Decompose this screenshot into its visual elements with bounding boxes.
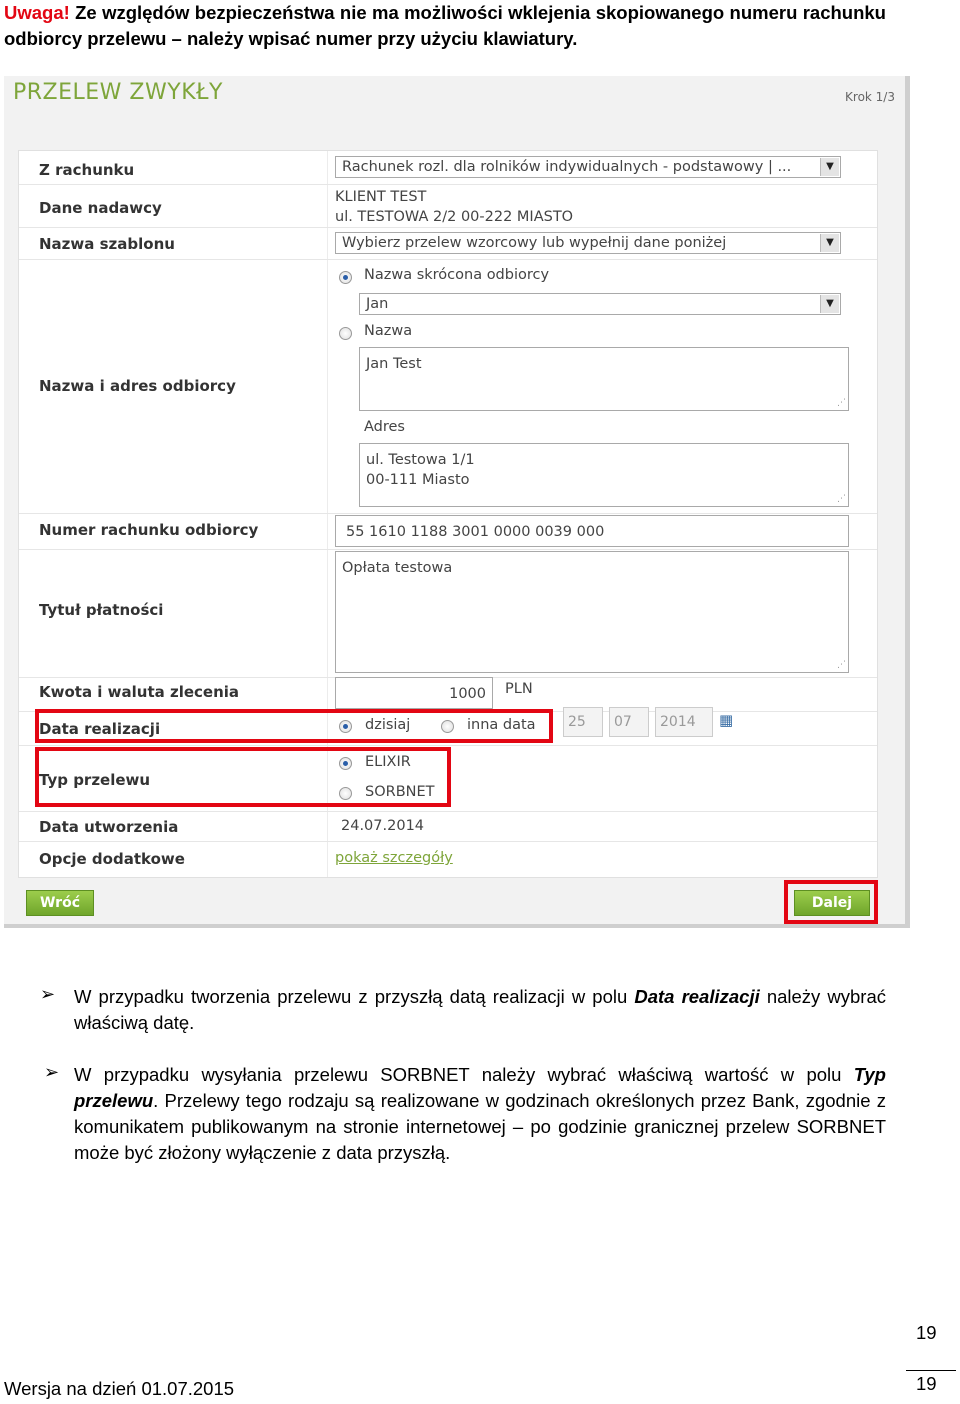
chevron-down-icon: ▼ [820, 295, 839, 313]
highlight-transfer-type [35, 747, 451, 807]
account-select-value: Rachunek rozl. dla rolników indywidualnych - podstawowy | ... [342, 159, 792, 175]
security-warning [4, 0, 886, 52]
date-year-value: 2014 [660, 714, 696, 730]
sender-line-1: KLIENT TEST [335, 189, 427, 205]
label-recipient: Nazwa i adres odbiorcy [39, 377, 236, 395]
bullet-arrow-icon: ➢ [44, 1062, 60, 1082]
sender-line-2: ul. TESTOWA 2/2 00-222 MIASTO [335, 209, 574, 225]
radio-today-label: dzisiaj [365, 717, 411, 733]
date-month-input[interactable] [609, 707, 649, 737]
warning-text: Ze względów bezpieczeństwa nie ma możliwości wklejenia skopiowanego numeru rachunku odbiorcy przelewu – należy wpisać numer przy użyciu klawiatury. [4, 2, 886, 49]
calendar-icon[interactable]: ▦ [719, 711, 734, 729]
bullet-1-text-end: należy wybrać właściwą datę. [74, 986, 886, 1033]
date-day-input[interactable] [563, 707, 603, 737]
form-title: PRZELEW ZWYKŁY [13, 80, 223, 105]
account-number-input[interactable] [335, 515, 849, 547]
step-indicator: Krok 1/3 [845, 90, 895, 104]
chevron-down-icon: ▼ [820, 234, 839, 252]
address-label: Adres [364, 419, 405, 435]
radio-name[interactable] [339, 327, 352, 340]
radio-name-label: Nazwa [364, 323, 413, 339]
label-created-date: Data utworzenia [39, 818, 179, 836]
title-textarea[interactable] [335, 551, 849, 673]
amount-input[interactable] [335, 677, 493, 709]
label-execution-date: Data realizacji [39, 720, 161, 738]
bullet-2-text: W przypadku wysyłania przelewu SORBNET należy wybrać właściwą wartość w polu [74, 1064, 854, 1085]
address-line-1: ul. Testowa 1/1 [366, 452, 475, 468]
label-sender: Dane nadawcy [39, 199, 162, 217]
short-name-select[interactable] [359, 293, 841, 315]
label-template: Nazwa szablonu [39, 235, 175, 253]
bullet-1-field-name: Data realizacji [634, 986, 760, 1007]
radio-short-name-label: Nazwa skrócona odbiorcy [364, 267, 550, 283]
radio-sorbnet-label: SORBNET [365, 784, 435, 800]
bullet-1-text: W przypadku tworzenia przelewu z przyszłą datą realizacji w polu [74, 986, 635, 1007]
page-number-bottom: 19 [916, 1373, 937, 1394]
footer-rule [906, 1370, 956, 1371]
radio-short-name[interactable] [339, 271, 352, 284]
label-transfer-type: Typ przelewu [39, 771, 151, 789]
address-line-2: 00-111 Miasto [366, 472, 470, 488]
transfer-form-screenshot [4, 76, 910, 928]
version-date: Wersja na dzień 01.07.2015 [4, 1378, 235, 1399]
label-title: Tytuł płatności [39, 601, 164, 619]
currency: PLN [505, 681, 533, 697]
created-date-value: 24.07.2014 [341, 818, 425, 834]
address-textarea[interactable] [359, 443, 849, 507]
date-year-input[interactable] [655, 707, 713, 737]
warning-label: Uwaga! [4, 2, 70, 23]
bullet-2-text-end: . Przelewy tego rodzaju są realizowane w godzinach określonych przez Bank, zgodnie z komunikatem publikowanym na stronie internetowej – po godzinie granicznej przelew SORBNET może być złożony wyłączenie z data przyszłą. [74, 1090, 886, 1163]
radio-elixir-label: ELIXIR [365, 754, 411, 770]
label-from-account: Z rachunku [39, 161, 135, 179]
template-select-value: Wybierz przelew wzorcowy lub wypełnij dane poniżej [342, 235, 727, 251]
bullet-2-field-name: Typ przelewu [74, 1064, 886, 1111]
resize-grip-icon: ⋰ [837, 398, 846, 408]
page-number-top: 19 [916, 1322, 937, 1343]
name-textarea[interactable] [359, 347, 849, 411]
account-number-value: 55 1610 1188 3001 0000 0039 000 [346, 524, 605, 540]
short-name-select-value: Jan [366, 296, 389, 312]
account-select[interactable] [335, 156, 841, 178]
bullet-paragraph-1 [74, 984, 886, 1036]
name-value: Jan Test [366, 356, 422, 372]
radio-other-date-label: inna data [467, 717, 536, 733]
resize-grip-icon: ⋰ [837, 494, 846, 504]
title-value: Opłata testowa [342, 560, 453, 576]
transfer-form [18, 150, 878, 878]
label-account-number: Numer rachunku odbiorcy [39, 521, 259, 539]
bullet-arrow-icon: ➢ [40, 984, 56, 1004]
highlight-execution-date [35, 709, 553, 743]
resize-grip-icon: ⋰ [837, 660, 846, 670]
bullet-paragraph-2 [74, 1062, 886, 1166]
label-amount: Kwota i waluta zlecenia [39, 683, 240, 701]
amount-value: 1000 [449, 686, 486, 702]
label-options: Opcje dodatkowe [39, 850, 185, 868]
date-month-value: 07 [614, 714, 632, 730]
chevron-down-icon: ▼ [820, 158, 839, 176]
show-details-link[interactable]: pokaż szczegóły [335, 850, 453, 866]
next-button[interactable]: Dalej [794, 890, 870, 916]
date-day-value: 25 [568, 714, 586, 730]
back-button[interactable]: Wróć [26, 890, 94, 916]
template-select[interactable] [335, 232, 841, 254]
